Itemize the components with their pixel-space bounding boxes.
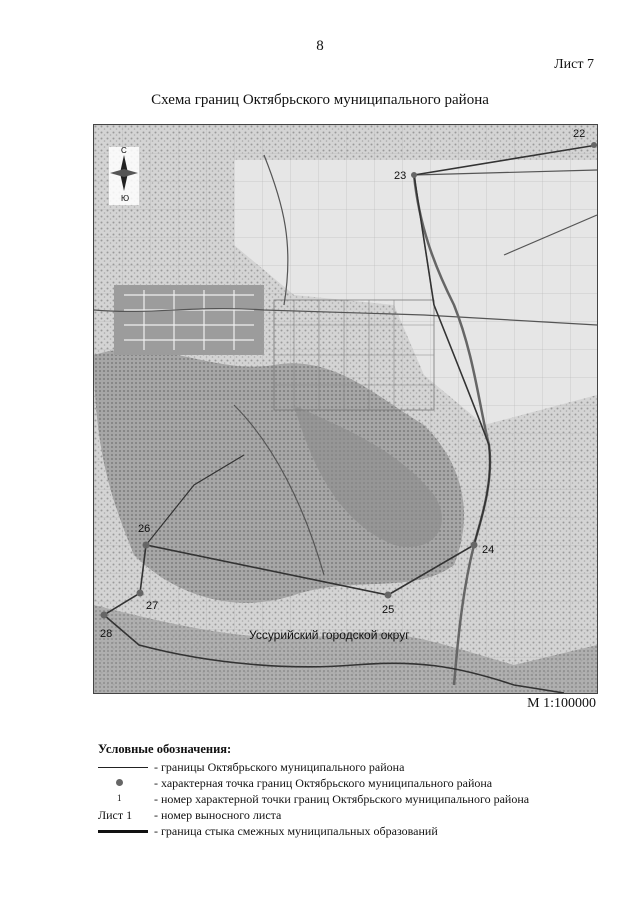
boundary-line-symbol bbox=[98, 759, 148, 775]
legend-item bbox=[98, 807, 598, 823]
point-label-22: 22 bbox=[573, 128, 586, 140]
point-label-26: 26 bbox=[138, 523, 151, 535]
legend-title: Условные обозначения: bbox=[98, 742, 232, 756]
map-image bbox=[94, 125, 597, 693]
point-label-27: 27 bbox=[146, 600, 159, 612]
point-number-symbol bbox=[98, 791, 148, 807]
junction-line-symbol bbox=[98, 823, 148, 839]
legend-item bbox=[98, 791, 598, 807]
compass-north-label: С bbox=[121, 146, 127, 155]
map-title: Схема границ Октябрьского муниципального района bbox=[151, 92, 489, 108]
map-scale: М 1:100000 bbox=[527, 696, 596, 711]
legend-item bbox=[98, 775, 598, 791]
sheet-number-sample: Лист 1 bbox=[98, 808, 133, 822]
legend-item bbox=[98, 823, 598, 839]
legend-item-text: - номер выносного листа bbox=[154, 808, 282, 822]
legend-item-text: - характерная точка границ Октябрьского муниципального района bbox=[154, 776, 493, 790]
point-number-sample: 1 bbox=[117, 793, 122, 803]
legend-item-text: - граница стыка смежных муниципальных образований bbox=[154, 824, 438, 838]
point-label-28: 28 bbox=[100, 628, 113, 640]
legend-item bbox=[98, 759, 598, 775]
point-label-23: 23 bbox=[394, 170, 407, 182]
compass-south-label: Ю bbox=[121, 194, 130, 203]
sheet-label: Лист 7 bbox=[554, 57, 594, 72]
region-label: Уссурийский городской округ bbox=[249, 628, 410, 642]
point-label-24: 24 bbox=[482, 544, 495, 556]
compass-rose-icon bbox=[109, 146, 139, 205]
map-frame bbox=[93, 124, 598, 694]
point-label-25: 25 bbox=[382, 604, 395, 616]
legend-item-text: - номер характерной точки границ Октябрьского муниципального района bbox=[154, 792, 530, 806]
legend bbox=[98, 742, 598, 839]
legend-item-text: - границы Октябрьского муниципального района bbox=[154, 760, 405, 774]
point-symbol bbox=[98, 775, 148, 791]
sheet-number-symbol bbox=[98, 807, 148, 823]
page-number: 8 bbox=[316, 38, 324, 54]
